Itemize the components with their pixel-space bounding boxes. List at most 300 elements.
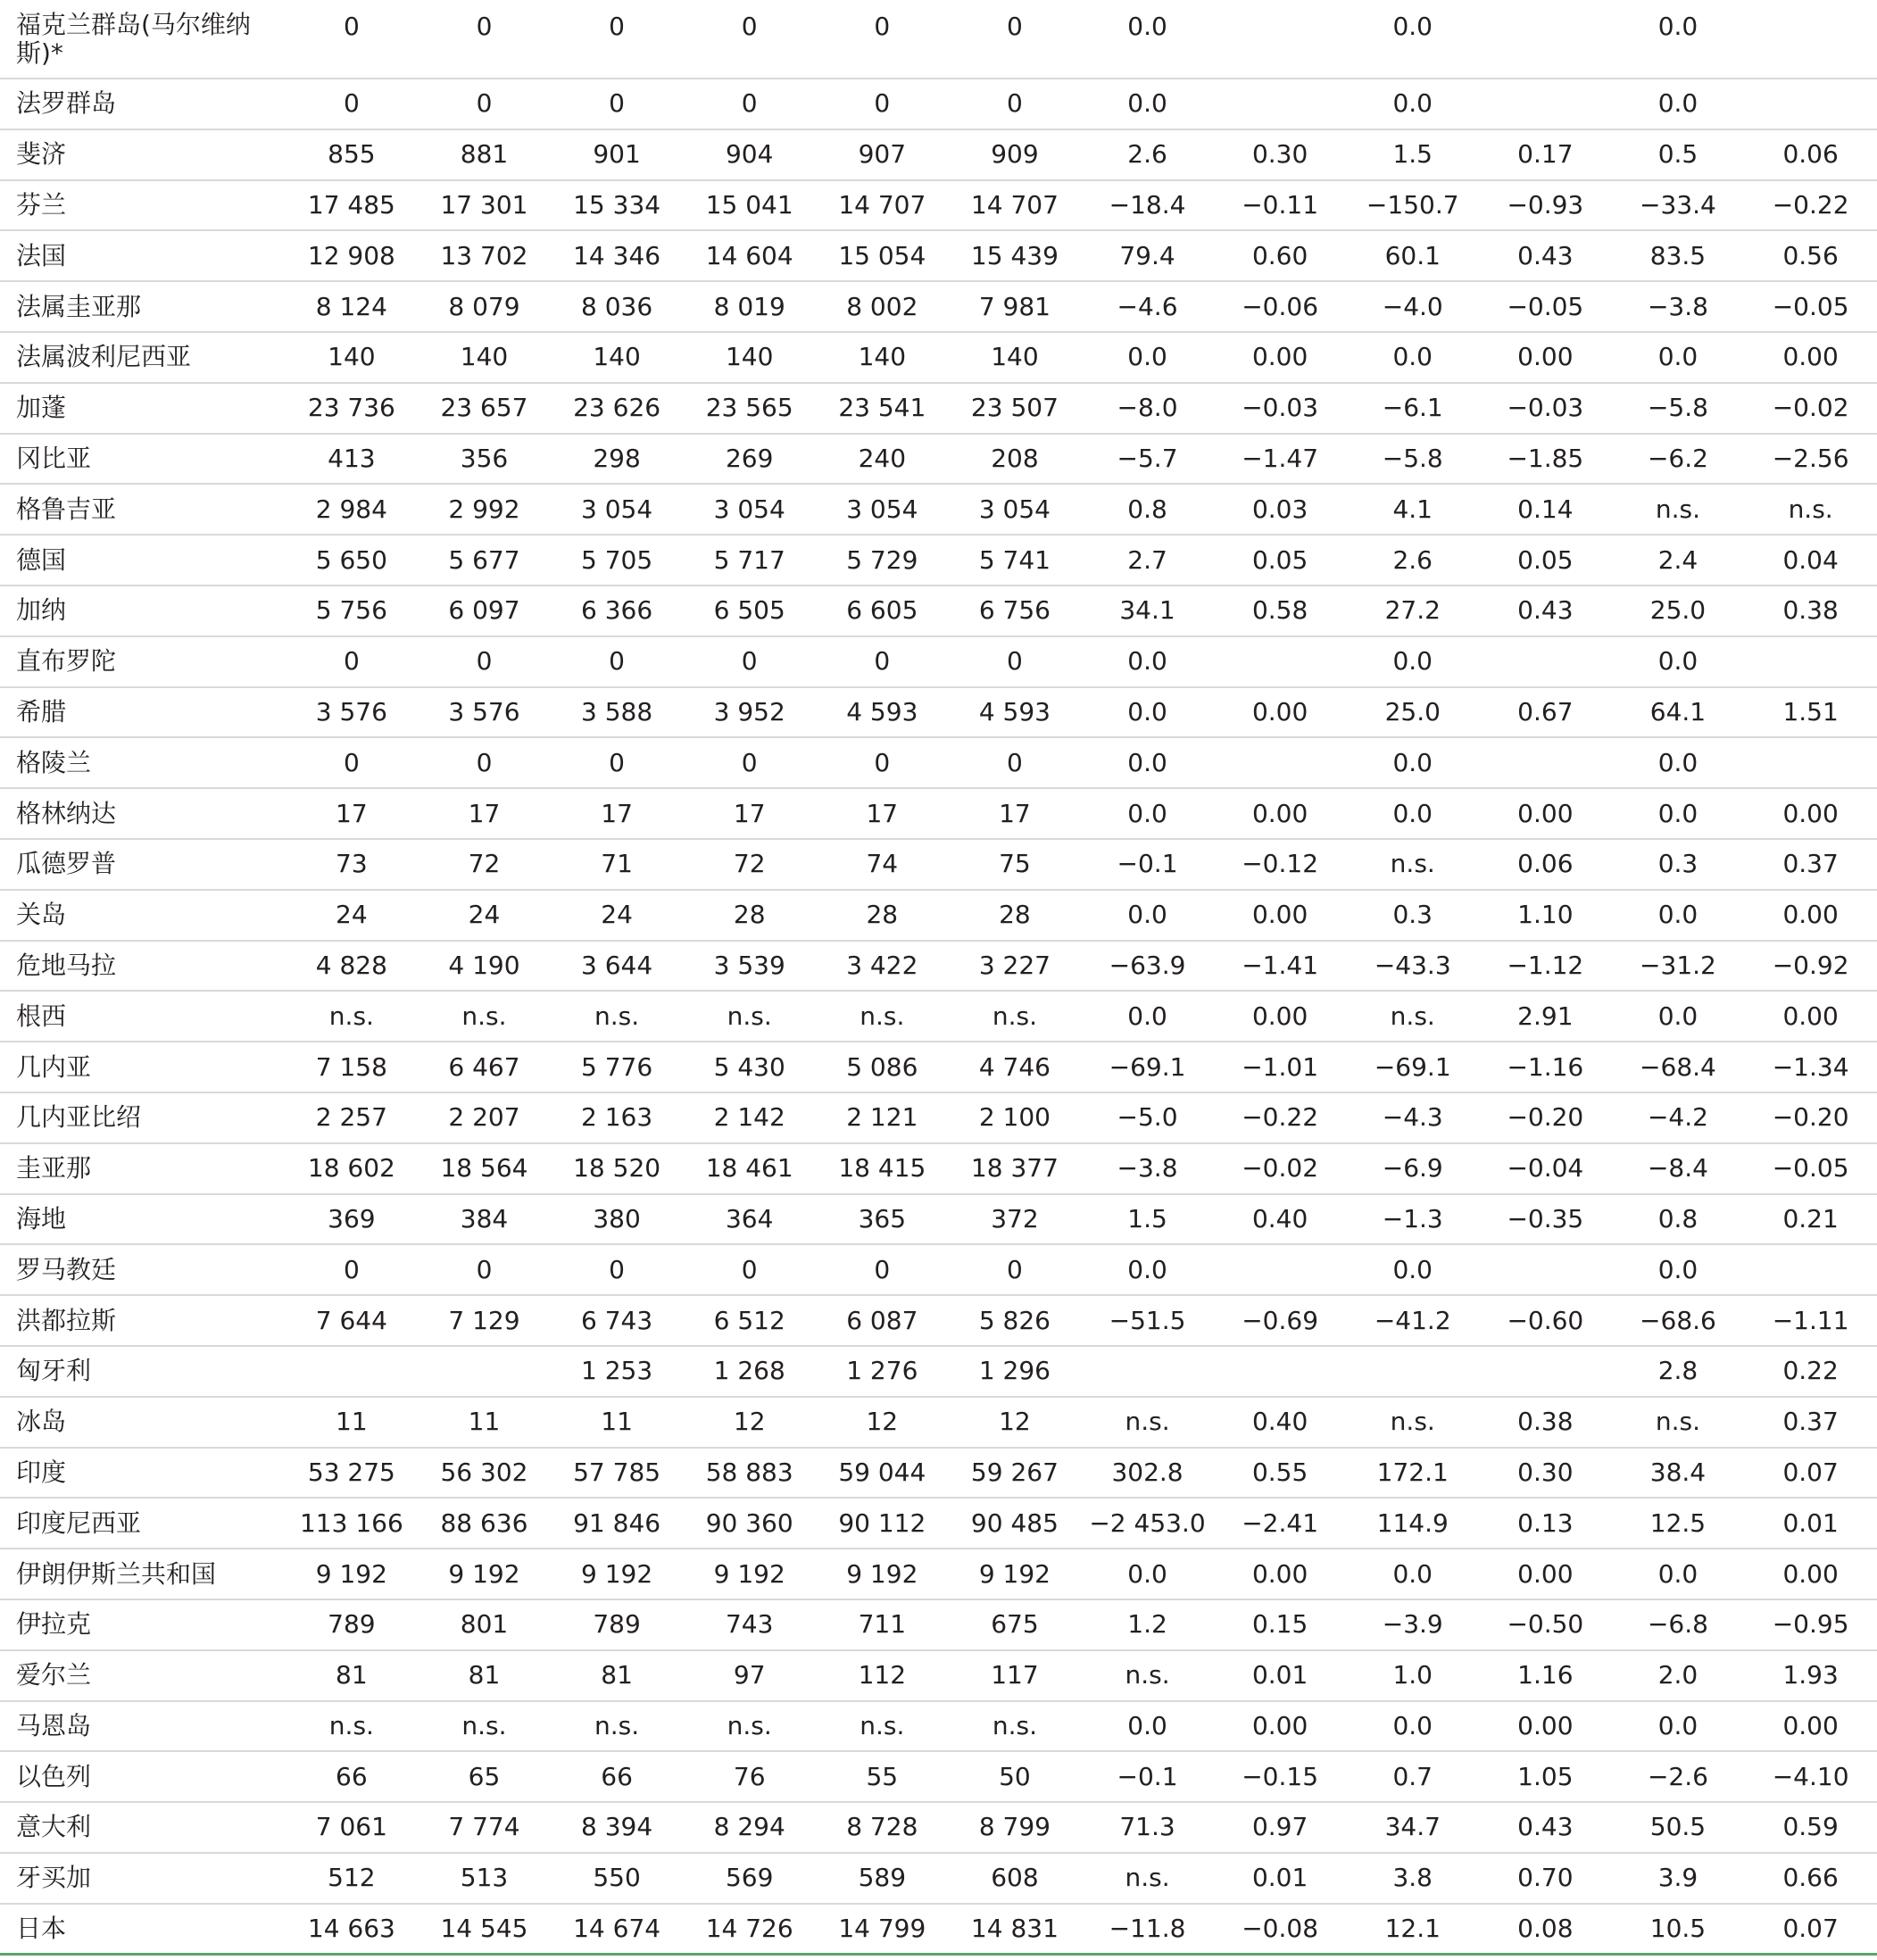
value-cell: −0.22: [1744, 180, 1877, 231]
value-cell: 81: [551, 1650, 684, 1701]
value-cell: 114.9: [1346, 1498, 1479, 1549]
country-name-cell: 以色列: [0, 1751, 286, 1802]
value-cell: −0.1: [1081, 1751, 1214, 1802]
value-cell: 0.40: [1214, 1194, 1347, 1245]
value-cell: 0.37: [1744, 839, 1877, 890]
country-name-cell: 福克兰群岛(马尔维纳斯)*: [0, 0, 286, 79]
value-cell: 4.1: [1346, 484, 1479, 535]
value-cell: 18 602: [286, 1143, 419, 1194]
value-cell: 0.00: [1744, 332, 1877, 383]
value-cell: −6.2: [1612, 434, 1745, 485]
value-cell: 0: [551, 79, 684, 129]
country-name-cell: 根西: [0, 991, 286, 1042]
value-cell: 0.0: [1612, 737, 1745, 788]
value-cell: 0.0: [1612, 1701, 1745, 1752]
value-cell: −0.95: [1744, 1599, 1877, 1650]
value-cell: 0.15: [1214, 1599, 1347, 1650]
value-cell: 0: [418, 0, 551, 79]
value-cell: 801: [418, 1599, 551, 1650]
value-cell: 365: [816, 1194, 949, 1245]
value-cell: 18 461: [683, 1143, 816, 1194]
value-cell: 0: [683, 1244, 816, 1295]
value-cell: −5.8: [1612, 383, 1745, 434]
value-cell: 6 097: [418, 586, 551, 636]
value-cell: 8 019: [683, 281, 816, 332]
value-cell: 7 061: [286, 1802, 419, 1853]
value-cell: 17: [816, 788, 949, 839]
value-cell: [1479, 1346, 1612, 1397]
value-cell: 0.67: [1479, 687, 1612, 738]
value-cell: −4.0: [1346, 281, 1479, 332]
value-cell: 5 430: [683, 1042, 816, 1092]
value-cell: 18 377: [949, 1143, 1082, 1194]
value-cell: −0.12: [1214, 839, 1347, 890]
value-cell: −0.93: [1479, 180, 1612, 231]
value-cell: 23 541: [816, 383, 949, 434]
value-cell: [1214, 1244, 1347, 1295]
value-cell: 2.8: [1612, 1346, 1745, 1397]
value-cell: 0.0: [1081, 737, 1214, 788]
value-cell: 1.0: [1346, 1650, 1479, 1701]
value-cell: 1 276: [816, 1346, 949, 1397]
value-cell: −1.41: [1214, 941, 1347, 992]
value-cell: 0.43: [1479, 1802, 1612, 1853]
value-cell: 0.0: [1612, 0, 1745, 79]
value-cell: 12: [816, 1397, 949, 1448]
value-cell: 0.0: [1081, 788, 1214, 839]
value-cell: 28: [949, 890, 1082, 941]
value-cell: 140: [816, 332, 949, 383]
value-cell: −150.7: [1346, 180, 1479, 231]
value-cell: 0: [816, 79, 949, 129]
value-cell: 6 605: [816, 586, 949, 636]
value-cell: 0.17: [1479, 129, 1612, 180]
value-cell: 1.51: [1744, 687, 1877, 738]
value-cell: 0.13: [1479, 1498, 1612, 1549]
value-cell: −11.8: [1081, 1904, 1214, 1955]
value-cell: 23 565: [683, 383, 816, 434]
value-cell: 0: [683, 79, 816, 129]
value-cell: 0.70: [1479, 1853, 1612, 1904]
value-cell: 0: [286, 0, 419, 79]
value-cell: −0.02: [1744, 383, 1877, 434]
value-cell: −4.10: [1744, 1751, 1877, 1802]
value-cell: 0.00: [1214, 890, 1347, 941]
value-cell: 3 054: [949, 484, 1082, 535]
value-cell: 140: [418, 332, 551, 383]
value-cell: [286, 1346, 419, 1397]
value-cell: 907: [816, 129, 949, 180]
value-cell: 23 736: [286, 383, 419, 434]
value-cell: 6 087: [816, 1295, 949, 1346]
country-name-cell: 匈牙利: [0, 1346, 286, 1397]
value-cell: 17: [418, 788, 551, 839]
value-cell: −0.60: [1479, 1295, 1612, 1346]
value-cell: −0.11: [1214, 180, 1347, 231]
value-cell: 3 588: [551, 687, 684, 738]
table-row: [0, 1650, 1877, 1701]
value-cell: 8 079: [418, 281, 551, 332]
value-cell: 0: [418, 1244, 551, 1295]
value-cell: −18.4: [1081, 180, 1214, 231]
value-cell: 0.0: [1081, 687, 1214, 738]
value-cell: n.s.: [1081, 1397, 1214, 1448]
value-cell: −4.6: [1081, 281, 1214, 332]
value-cell: 8 002: [816, 281, 949, 332]
value-cell: 2 992: [418, 484, 551, 535]
value-cell: 0.0: [1081, 79, 1214, 129]
value-cell: 2.91: [1479, 991, 1612, 1042]
value-cell: 55: [816, 1751, 949, 1802]
value-cell: 0.03: [1214, 484, 1347, 535]
value-cell: −31.2: [1612, 941, 1745, 992]
value-cell: 8 124: [286, 281, 419, 332]
value-cell: 5 705: [551, 535, 684, 586]
value-cell: 0.00: [1479, 332, 1612, 383]
value-cell: 269: [683, 434, 816, 485]
value-cell: 1.2: [1081, 1599, 1214, 1650]
country-name-cell: 希腊: [0, 687, 286, 738]
value-cell: 71: [551, 839, 684, 890]
value-cell: 2 257: [286, 1092, 419, 1143]
value-cell: −1.3: [1346, 1194, 1479, 1245]
value-cell: [1214, 0, 1347, 79]
value-cell: 15 054: [816, 230, 949, 281]
value-cell: 3 227: [949, 941, 1082, 992]
value-cell: 0.05: [1214, 535, 1347, 586]
value-cell: 11: [418, 1397, 551, 1448]
value-cell: 0.0: [1346, 1701, 1479, 1752]
value-cell: 66: [551, 1751, 684, 1802]
value-cell: 14 663: [286, 1904, 419, 1955]
country-name-cell: 罗马教廷: [0, 1244, 286, 1295]
value-cell: −6.8: [1612, 1599, 1745, 1650]
value-cell: 589: [816, 1853, 949, 1904]
value-cell: 3 576: [286, 687, 419, 738]
value-cell: 356: [418, 434, 551, 485]
value-cell: 97: [683, 1650, 816, 1701]
table-row: [0, 636, 1877, 687]
value-cell: 0.0: [1346, 1244, 1479, 1295]
value-cell: 1.93: [1744, 1650, 1877, 1701]
value-cell: 855: [286, 129, 419, 180]
value-cell: 5 729: [816, 535, 949, 586]
value-cell: 2.4: [1612, 535, 1745, 586]
table-row: [0, 281, 1877, 332]
value-cell: n.s.: [949, 991, 1082, 1042]
value-cell: 11: [286, 1397, 419, 1448]
value-cell: 0: [816, 737, 949, 788]
value-cell: n.s.: [1744, 484, 1877, 535]
value-cell: 9 192: [949, 1549, 1082, 1599]
value-cell: 172.1: [1346, 1448, 1479, 1499]
value-cell: −0.05: [1744, 281, 1877, 332]
value-cell: [1479, 1244, 1612, 1295]
value-cell: 0: [683, 737, 816, 788]
table-row: [0, 0, 1877, 79]
value-cell: 0: [683, 636, 816, 687]
value-cell: 3.8: [1346, 1853, 1479, 1904]
value-cell: 0.0: [1081, 636, 1214, 687]
value-cell: 0.01: [1214, 1650, 1347, 1701]
value-cell: 1.5: [1346, 129, 1479, 180]
value-cell: n.s.: [1346, 991, 1479, 1042]
value-cell: 24: [418, 890, 551, 941]
value-cell: 28: [683, 890, 816, 941]
value-cell: 56 302: [418, 1448, 551, 1499]
country-name-cell: 马恩岛: [0, 1701, 286, 1752]
value-cell: 25.0: [1612, 586, 1745, 636]
value-cell: 140: [551, 332, 684, 383]
value-cell: 2.7: [1081, 535, 1214, 586]
value-cell: 380: [551, 1194, 684, 1245]
value-cell: 0.0: [1612, 636, 1745, 687]
value-cell: n.s.: [418, 1701, 551, 1752]
value-cell: 117: [949, 1650, 1082, 1701]
value-cell: 2 142: [683, 1092, 816, 1143]
value-cell: 76: [683, 1751, 816, 1802]
value-cell: 91 846: [551, 1498, 684, 1549]
value-cell: 208: [949, 434, 1082, 485]
value-cell: 2 121: [816, 1092, 949, 1143]
value-cell: 1.10: [1479, 890, 1612, 941]
value-cell: 14 604: [683, 230, 816, 281]
value-cell: −0.50: [1479, 1599, 1612, 1650]
country-name-cell: 几内亚比绍: [0, 1092, 286, 1143]
value-cell: −68.6: [1612, 1295, 1745, 1346]
value-cell: 88 636: [418, 1498, 551, 1549]
value-cell: 2.6: [1081, 129, 1214, 180]
table-row: [0, 1448, 1877, 1499]
value-cell: 3 054: [816, 484, 949, 535]
value-cell: [1214, 1346, 1347, 1397]
value-cell: n.s.: [551, 991, 684, 1042]
value-cell: 0.0: [1081, 890, 1214, 941]
table-row: [0, 788, 1877, 839]
value-cell: −2 453.0: [1081, 1498, 1214, 1549]
value-cell: 15 334: [551, 180, 684, 231]
value-cell: −5.0: [1081, 1092, 1214, 1143]
value-cell: 28: [816, 890, 949, 941]
country-name-cell: 危地马拉: [0, 941, 286, 992]
value-cell: 0.00: [1214, 1549, 1347, 1599]
value-cell: 0.00: [1214, 687, 1347, 738]
value-cell: 0.56: [1744, 230, 1877, 281]
value-cell: −0.92: [1744, 941, 1877, 992]
value-cell: −2.41: [1214, 1498, 1347, 1549]
value-cell: 90 360: [683, 1498, 816, 1549]
value-cell: 17 301: [418, 180, 551, 231]
value-cell: 2 207: [418, 1092, 551, 1143]
country-name-cell: 格陵兰: [0, 737, 286, 788]
value-cell: 0.07: [1744, 1904, 1877, 1955]
value-cell: 140: [286, 332, 419, 383]
value-cell: 34.1: [1081, 586, 1214, 636]
value-cell: 0.0: [1346, 1549, 1479, 1599]
value-cell: 3.9: [1612, 1853, 1745, 1904]
value-cell: 0.38: [1744, 586, 1877, 636]
table-row: [0, 180, 1877, 231]
table-row: [0, 434, 1877, 485]
value-cell: −3.8: [1612, 281, 1745, 332]
value-cell: 57 785: [551, 1448, 684, 1499]
value-cell: 4 593: [816, 687, 949, 738]
country-name-cell: 伊拉克: [0, 1599, 286, 1650]
value-cell: 0: [949, 1244, 1082, 1295]
value-cell: −43.3: [1346, 941, 1479, 992]
value-cell: 0.14: [1479, 484, 1612, 535]
value-cell: −0.05: [1744, 1143, 1877, 1194]
value-cell: 12.5: [1612, 1498, 1745, 1549]
table-row: [0, 1244, 1877, 1295]
value-cell: −0.08: [1214, 1904, 1347, 1955]
value-cell: 3 644: [551, 941, 684, 992]
value-cell: 240: [816, 434, 949, 485]
value-cell: 789: [286, 1599, 419, 1650]
value-cell: 66: [286, 1751, 419, 1802]
value-cell: −5.8: [1346, 434, 1479, 485]
value-cell: 0.00: [1744, 890, 1877, 941]
table-row: [0, 839, 1877, 890]
country-name-cell: 法属圭亚那: [0, 281, 286, 332]
value-cell: 9 192: [683, 1549, 816, 1599]
value-cell: 1.16: [1479, 1650, 1612, 1701]
value-cell: 0.07: [1744, 1448, 1877, 1499]
value-cell: [1214, 737, 1347, 788]
value-cell: 23 657: [418, 383, 551, 434]
value-cell: n.s.: [1081, 1650, 1214, 1701]
value-cell: 0.0: [1612, 1549, 1745, 1599]
value-cell: 0.0: [1346, 332, 1479, 383]
value-cell: 0.66: [1744, 1853, 1877, 1904]
value-cell: 0.00: [1479, 1549, 1612, 1599]
value-cell: n.s.: [286, 991, 419, 1042]
value-cell: 15 439: [949, 230, 1082, 281]
value-cell: 0.00: [1214, 788, 1347, 839]
value-cell: 12.1: [1346, 1904, 1479, 1955]
value-cell: −63.9: [1081, 941, 1214, 992]
value-cell: 34.7: [1346, 1802, 1479, 1853]
value-cell: 1 253: [551, 1346, 684, 1397]
value-cell: 1.5: [1081, 1194, 1214, 1245]
country-name-cell: 海地: [0, 1194, 286, 1245]
country-name-cell: 印度尼西亚: [0, 1498, 286, 1549]
value-cell: 0.06: [1744, 129, 1877, 180]
value-cell: −1.01: [1214, 1042, 1347, 1092]
value-cell: 4 746: [949, 1042, 1082, 1092]
value-cell: 0.0: [1081, 332, 1214, 383]
value-cell: 0.01: [1214, 1853, 1347, 1904]
value-cell: 23 507: [949, 383, 1082, 434]
value-cell: 3 422: [816, 941, 949, 992]
country-name-cell: 德国: [0, 535, 286, 586]
value-cell: −2.56: [1744, 434, 1877, 485]
value-cell: −1.12: [1479, 941, 1612, 992]
value-cell: [1479, 737, 1612, 788]
table-row: [0, 1751, 1877, 1802]
value-cell: 8 294: [683, 1802, 816, 1853]
value-cell: [1214, 79, 1347, 129]
country-name-cell: 芬兰: [0, 180, 286, 231]
value-cell: 0.00: [1214, 1701, 1347, 1752]
value-cell: 0.0: [1346, 79, 1479, 129]
value-cell: 0.0: [1081, 1701, 1214, 1752]
value-cell: −8.4: [1612, 1143, 1745, 1194]
value-cell: 4 190: [418, 941, 551, 992]
value-cell: [1744, 737, 1877, 788]
table-row: [0, 586, 1877, 636]
table-row: [0, 1904, 1877, 1955]
value-cell: 0.22: [1744, 1346, 1877, 1397]
table-row: [0, 535, 1877, 586]
value-cell: 5 650: [286, 535, 419, 586]
value-cell: 7 644: [286, 1295, 419, 1346]
country-name-cell: 瓜德罗普: [0, 839, 286, 890]
value-cell: n.s.: [551, 1701, 684, 1752]
country-name-cell: 直布罗陀: [0, 636, 286, 687]
table-row: [0, 941, 1877, 992]
value-cell: 140: [949, 332, 1082, 383]
country-name-cell: 冈比亚: [0, 434, 286, 485]
value-cell: n.s.: [816, 1701, 949, 1752]
value-cell: −51.5: [1081, 1295, 1214, 1346]
value-cell: 0.01: [1744, 1498, 1877, 1549]
value-cell: 2.0: [1612, 1650, 1745, 1701]
value-cell: 9 192: [286, 1549, 419, 1599]
country-name-cell: 圭亚那: [0, 1143, 286, 1194]
country-name-cell: 日本: [0, 1904, 286, 1955]
value-cell: 24: [551, 890, 684, 941]
value-cell: 789: [551, 1599, 684, 1650]
table-row: [0, 484, 1877, 535]
value-cell: 17: [286, 788, 419, 839]
value-cell: 0: [949, 737, 1082, 788]
value-cell: 59 267: [949, 1448, 1082, 1499]
value-cell: 0.05: [1479, 535, 1612, 586]
value-cell: 9 192: [418, 1549, 551, 1599]
value-cell: 15 041: [683, 180, 816, 231]
value-cell: −0.03: [1214, 383, 1347, 434]
value-cell: 4 828: [286, 941, 419, 992]
value-cell: [1744, 636, 1877, 687]
value-cell: 72: [418, 839, 551, 890]
value-cell: 18 520: [551, 1143, 684, 1194]
value-cell: 0.06: [1479, 839, 1612, 890]
value-cell: 0.00: [1214, 332, 1347, 383]
country-name-cell: 意大利: [0, 1802, 286, 1853]
value-cell: 743: [683, 1599, 816, 1650]
value-cell: 14 707: [816, 180, 949, 231]
value-cell: 0.37: [1744, 1397, 1877, 1448]
value-cell: 8 394: [551, 1802, 684, 1853]
value-cell: 8 036: [551, 281, 684, 332]
value-cell: 12: [949, 1397, 1082, 1448]
value-cell: −1.47: [1214, 434, 1347, 485]
value-cell: 3 054: [551, 484, 684, 535]
value-cell: n.s.: [1612, 1397, 1745, 1448]
country-name-cell: 格林纳达: [0, 788, 286, 839]
value-cell: [418, 1346, 551, 1397]
value-cell: 81: [286, 1650, 419, 1701]
table-row: [0, 230, 1877, 281]
value-cell: −1.34: [1744, 1042, 1877, 1092]
value-cell: 0: [418, 79, 551, 129]
value-cell: 0.00: [1744, 788, 1877, 839]
value-cell: 3 576: [418, 687, 551, 738]
value-cell: 64.1: [1612, 687, 1745, 738]
value-cell: −4.2: [1612, 1092, 1745, 1143]
value-cell: [1744, 0, 1877, 79]
